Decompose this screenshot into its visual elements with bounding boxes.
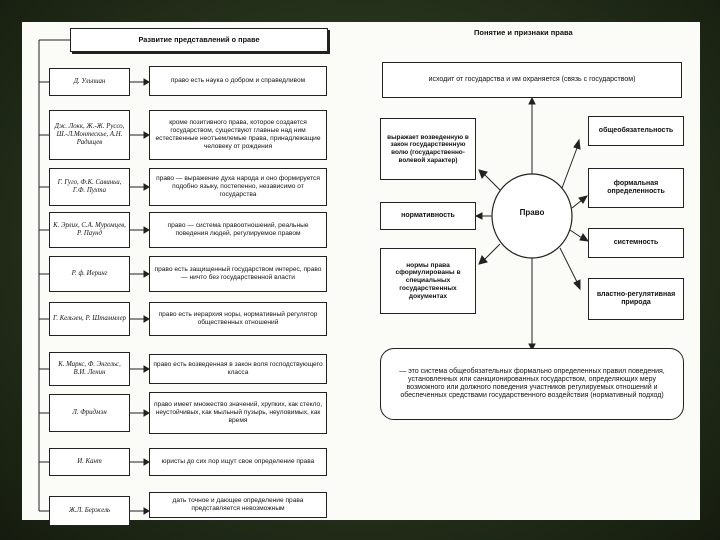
name-box-kant: И. Кант — [49, 448, 130, 476]
desc-box-friedman: право имеет множество значений, хрупких, как стекло, неустойчивых, как мыльный пузырь, неуловимых, как время — [149, 392, 327, 434]
box-state-will: выражает возведенную в закон государственную волю (государственно-волевой характер) — [380, 118, 476, 180]
name-box-jhering: Р. ф. Иеринг — [49, 256, 130, 292]
box-systemness: системность — [588, 228, 684, 258]
desc-box-hugo: право — выражение духа народа и оно формируется подобно языку, постепенно, независимо от государства — [149, 168, 327, 206]
name-box-ulpian: Д. Ульпиан — [49, 68, 130, 96]
definition-box: — это система общеобязательных формально определенных правил поведения, установленных или санкционированных государством, определяющих меру возможного или должного поведения участников регулируемых отношений и обеспеченных средствами государственного воздействия (нормативный подход) — [380, 348, 684, 420]
desc-box-bergel: дать точное и дающее определение права представляется невозможным — [149, 492, 327, 518]
name-box-friedman: Л. Фридмэн — [49, 394, 130, 432]
name-box-hugo: Г. Гуго, Ф.К. Савиньи, Г.Ф. Пухта — [49, 168, 130, 206]
box-formal-certainty: формальная определенность — [588, 168, 684, 208]
desc-box-jhering: право есть защищенный государством интерес, право — ничто без государственной власти — [149, 256, 327, 292]
box-obligatoriness: общеобязательность — [588, 116, 684, 146]
box-special-documents: нормы права сформулированы в специальных государственных документах — [380, 248, 476, 314]
slide-sheet — [22, 22, 700, 520]
center-pravo: Право — [519, 208, 545, 217]
desc-box-marx: право есть возведенная в закон воля господствующего класса — [149, 354, 327, 384]
name-box-bergel: Ж.Л. Бержель — [49, 496, 130, 526]
top-box-state-link: исходит от государства и им охраняется (связь с государством) — [382, 62, 682, 98]
name-box-locke: Дж. Локк, Ж.-Ж. Руссо, Ш.-Л.Монтескье, А.Н. Радищев — [49, 110, 130, 160]
name-box-ehrlich: К. Эрлих, С.А. Муромцев, Р. Паунд — [49, 212, 130, 248]
name-box-kelsen: Г. Кельзен, Р. Штаммлер — [49, 302, 130, 336]
name-box-marx: К. Маркс, Ф. Энгельс, В.И. Ленин — [49, 352, 130, 386]
box-regulatory-nature: властно-регулятивная природа — [588, 278, 684, 320]
box-normativity: нормативность — [380, 202, 476, 230]
left-header: Развитие представлений о праве — [70, 28, 328, 52]
desc-box-kant: юристы до сих пор ищут свое определение права — [149, 448, 327, 476]
desc-box-locke: кроме позитивного права, которое создается государством, существуют главные над ним естественные неотъемлемые права, принадлежащие человеку от рождения — [149, 110, 327, 160]
desc-box-ulpian: право есть наука о добром и справедливом — [149, 66, 327, 96]
desc-box-kelsen: право есть иерархия норы, нормативный регулятор общественных отношений — [149, 302, 327, 336]
right-header: Понятие и признаки права — [474, 28, 573, 37]
desc-box-ehrlich: право — система правоотношений, реальные поведения людей, регулируемое правом — [149, 212, 327, 248]
